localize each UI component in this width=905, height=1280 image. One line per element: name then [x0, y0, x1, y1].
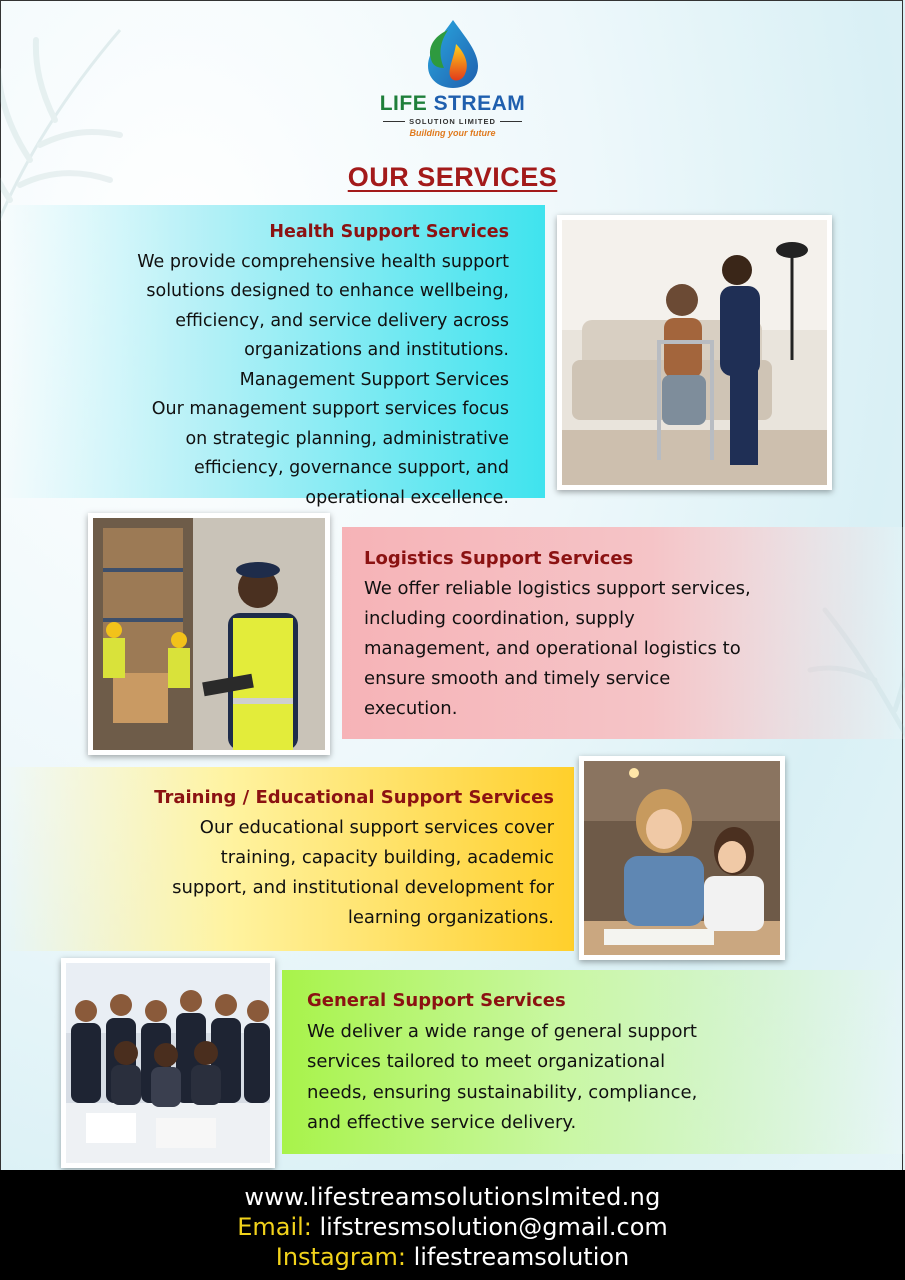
service-title: Health Support Services	[269, 222, 509, 242]
logo-wordmark: LIFE STREAM	[379, 92, 526, 115]
logo-subtitle: SOLUTION LIMITED	[370, 117, 535, 126]
business-team-photo	[61, 958, 275, 1168]
service-panel-training	[0, 767, 574, 951]
service-title: Training / Educational Support Services	[154, 787, 554, 808]
service-text: General Support Services We deliver a wide range of general support services tailored to meet organizational needs, ensuring sustainability, compliance, and effective service delivery.	[307, 986, 867, 1139]
service-title: General Support Services	[307, 990, 566, 1011]
email-label: Email:	[237, 1213, 312, 1241]
service-text: Health Support Services We provide comprehensive health support solutions designed to enhance wellbeing, efficiency, and service delivery across organizations and institutions. Management Support Services Our management support services focus on strategic planning, administrative efficiency, governance support, and operational excellence.	[29, 218, 509, 513]
service-text: Training / Educational Support Services Our educational support services cover training, capacity building, academic support, and institutional development for learning organizations.	[34, 783, 554, 933]
service-panel-health	[0, 205, 545, 508]
warehouse-worker-photo	[88, 513, 330, 755]
nurse-assisting-elderly-woman-photo	[557, 215, 832, 490]
instagram-line	[0, 1242, 905, 1272]
contact-footer	[0, 1170, 905, 1280]
service-panel-logistics	[342, 527, 905, 739]
company-logo	[370, 18, 535, 148]
service-text: Logistics Support Services We offer reliable logistics support services, including coordination, supply management, and operational logistics to ensure smooth and timely service execution.	[364, 544, 884, 724]
page-heading: OUR SERVICES	[347, 162, 558, 192]
logo-tagline: Building your future	[409, 128, 496, 138]
website-link[interactable]: www.lifestreamsolutionslmited.ng	[244, 1183, 661, 1211]
service-panel-general	[282, 970, 905, 1154]
instagram-label: Instagram:	[275, 1243, 406, 1271]
email-line	[0, 1212, 905, 1242]
instagram-link[interactable]: lifestreamsolution	[413, 1243, 630, 1271]
water-drop-logo-icon	[418, 18, 488, 90]
tutor-with-child-photo	[579, 756, 785, 960]
service-title: Logistics Support Services	[364, 548, 634, 569]
email-link[interactable]: lifstresmsolution@gmail.com	[319, 1213, 668, 1241]
